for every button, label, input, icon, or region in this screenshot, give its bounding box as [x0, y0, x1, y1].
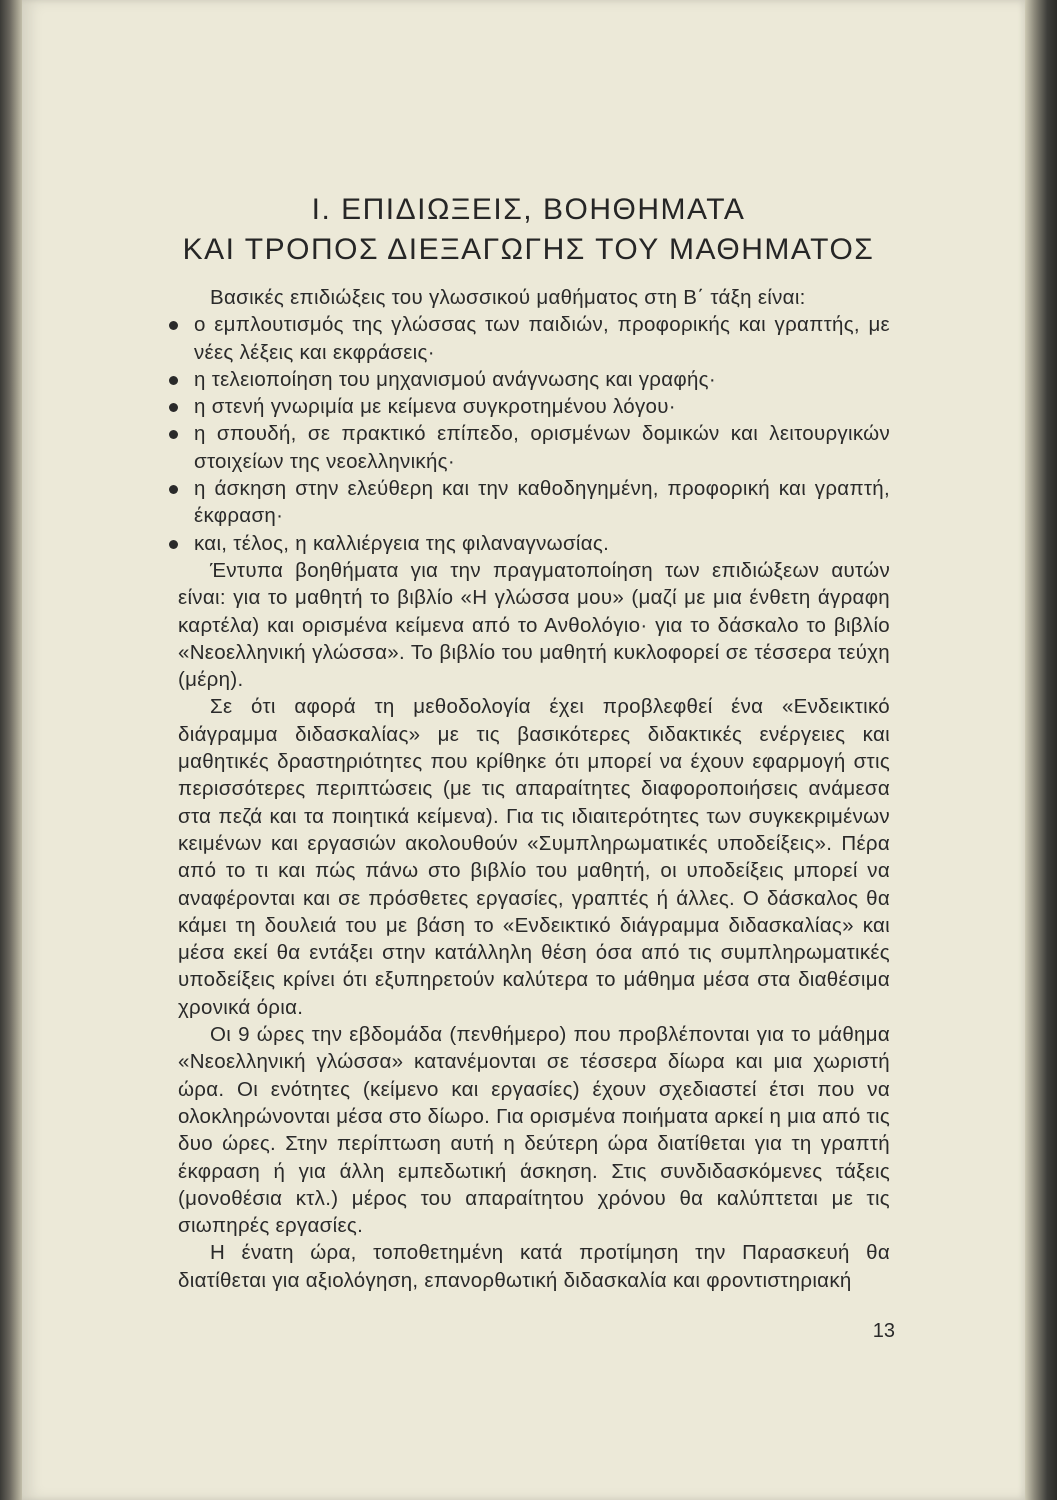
- page-number: 13: [872, 1320, 895, 1342]
- intro-paragraph: Βασικές επιδιώξεις του γλωσσικού μαθήματος στη Β΄ τάξη είναι:: [210, 286, 806, 309]
- list-item: ο εμπλουτισμός της γλώσσας των παιδιών, προφορικής και γραπτής, με νέες λέξεις και εκφράσεις·: [178, 311, 890, 366]
- paragraph-ninth-hour: Η ένατη ώρα, τοποθετημένη κατά προτίμηση την Παρασκευή θα διατίθεται για αξιολόγηση, επανορθωτική διδασκαλία και φροντιστηριακή: [178, 1241, 890, 1292]
- paragraph-schedule: Οι 9 ώρες την εβδομάδα (πενθήμερο) που προβλέπονται για το μάθημα «Νεοελληνική γλώσσα» κατανέμονται σε τέσσερα δίωρα και μια χωριστή ώρα. Οι ενότητες (κείμενο και εργασίες) έχουν σχεδιαστεί έτσι που να ολοκληρώνονται μέσα στο δίωρο. Για ορισμένα ποιήματα αρκεί η μια από τις δυο ώρες. Στην περίπτωση αυτή η δεύτερη ώρα διατίθεται για τη γραπτή έκφραση ή για άλλη εμπεδωτική άσκηση. Στις συνδιδασκόμενες τάξεις (μονοθέσια κτλ.) μέρος του απαραίτητου χρόνου θα καλύπτεται με τις σιωπηρές εργασίες.: [178, 1023, 891, 1238]
- section-heading: [0, 190, 1057, 270]
- list-item: και, τέλος, η καλλιέργεια της φιλαναγνωσίας.: [178, 530, 890, 557]
- heading-line-1: Ι. ΕΠΙΔΙΩΞΕΙΣ, ΒΟΗΘΗΜΑΤΑ: [311, 193, 746, 226]
- list-item: η τελειοποίηση του μηχανισμού ανάγνωσης και γραφής·: [178, 366, 890, 393]
- list-item: η άσκηση στην ελεύθερη και την καθοδηγημένη, προφορική και γραπτή, έκφραση·: [178, 475, 890, 530]
- objectives-list: [178, 311, 890, 557]
- list-item: η στενή γνωριμία με κείμενα συγκροτημένου λόγου·: [178, 393, 890, 420]
- body-text: [178, 284, 890, 1294]
- heading-line-2: ΚΑΙ ΤΡΟΠΟΣ ΔΙΕΞΑΓΩΓΗΣ ΤΟΥ ΜΑΘΗΜΑΤΟΣ: [182, 233, 875, 266]
- list-item: η σπουδή, σε πρακτικό επίπεδο, ορισμένων δομικών και λειτουργικών στοιχείων της νεοελληνικής·: [178, 420, 890, 475]
- paragraph-methodology: Σε ότι αφορά τη μεθοδολογία έχει προβλεφθεί ένα «Ενδεικτικό διάγραμμα διδασκαλίας» με τις βασικότερες διδακτικές ενέργειες και μαθητικές δραστηριότητες που κρίθηκε ότι μπορεί να έχουν εφαρμογή στις περισσότερες περιπτώσεις (με τις απαραίτητες διαφοροποιήσεις ανάμεσα στα πεζά και τα ποιητικά κείμενα). Για τις ιδιαιτερότητες των συγκεκριμένων κειμένων και εργασιών ακολουθούν «Συμπληρωματικές υποδείξεις». Πέρα από το τι και πώς πάνω στο βιβλίο του μαθητή, οι υποδείξεις μπορεί να αναφέρονται και σε πρόσθετες εργασίες, γραπτές ή άλλες. Ο δάσκαλος θα κάμει τη δουλειά του με βάση το «Ενδεικτικό διάγραμμα διδασκαλίας» και μέσα εκεί θα εντάξει στην κατάλληλη θέση όσα από τις συμπληρωματικές υποδείξεις κρίνει ότι εξυπηρετούν καλύτερα το μάθημα μέσα στα διαθέσιμα χρονικά όρια.: [178, 695, 890, 1019]
- paragraph-aids: Έντυπα βοηθήματα για την πραγματοποίηση των επιδιώξεων αυτών είναι: για το μαθητή το βιβλίο «Η γλώσσα μου» (μαζί με μια ένθετη άγραφη καρτέλα) και ορισμένα κείμενα από το Ανθολόγιο· για το δάσκαλο το βιβλίο «Νεοελληνική γλώσσα». Το βιβλίο του μαθητή κυκλοφορεί σε τέσσερα τεύχη (μέρη).: [178, 558, 890, 692]
